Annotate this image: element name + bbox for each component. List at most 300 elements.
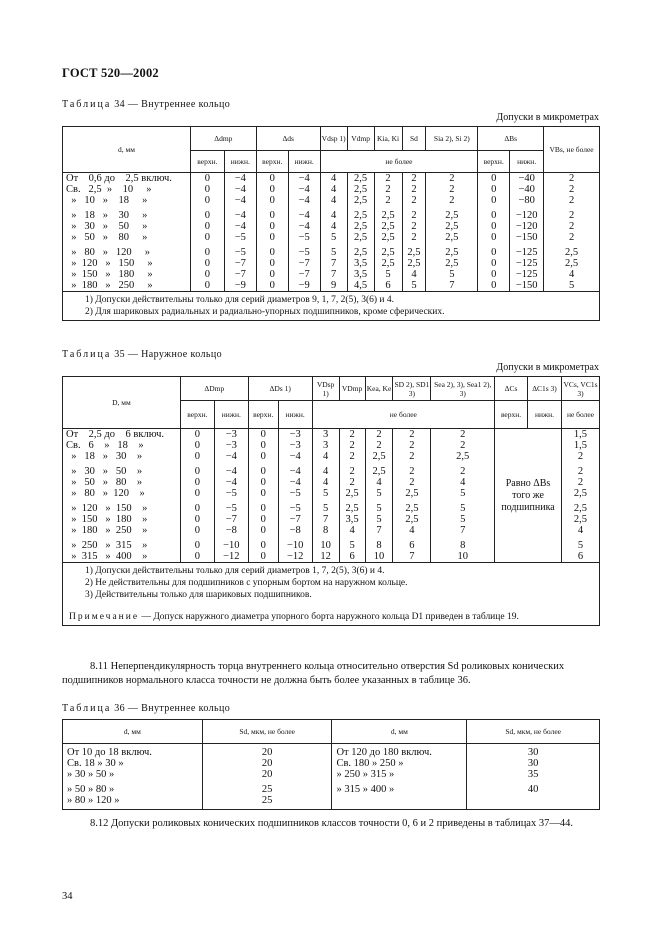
t34-cell-value: 2 (402, 210, 426, 221)
t34-cell-value: 2,5 (426, 258, 478, 269)
t34-cell-range: » 30 » 50 » (63, 221, 191, 232)
t34-head-sia: Sia 2), Si 2) (426, 127, 478, 151)
t35-cell-value: 0 (180, 540, 214, 551)
t34-cell-value: 0 (190, 184, 224, 195)
t34-cell-range: » 80 » 120 » (63, 247, 191, 258)
t35-cell-value: 2,5 (561, 488, 599, 503)
t35-cell-value: 2 (393, 429, 431, 441)
t35-cell-value: 2 (393, 451, 431, 466)
t34-cell-value: 0 (478, 173, 510, 185)
t34-cell-value: −40 (510, 173, 544, 185)
t35-cell-value: 0 (248, 451, 278, 466)
t34-cell-value: 0 (478, 221, 510, 232)
t35-cell-value: 3 (312, 440, 339, 451)
t35-cell-value: 0 (180, 551, 214, 563)
t35-cell-value: 0 (248, 514, 278, 525)
t34-cell-value: 2,5 (402, 258, 426, 269)
t35-head-upper: верхн. (248, 401, 278, 429)
t36-line: 20 (261, 769, 273, 780)
table35-caption-rest: 35 — Наружное кольцо (114, 349, 223, 360)
t35-cell-range: От 2,5 до 6 включ. (63, 429, 181, 441)
table36 (62, 719, 600, 810)
t35-footnote-1: 1) Допуски действительны только для серий диаметров 1, 7, 2(5), 3(6) и 4. (85, 566, 385, 576)
t34-cell-value: 0 (478, 184, 510, 195)
t34-cell-value: 0 (478, 247, 510, 258)
t34-cell-value: 2 (402, 173, 426, 185)
t34-cell-value: −125 (510, 269, 544, 280)
t34-cell-range: От 0,6 до 2,5 включ. (63, 173, 191, 185)
t35-head-vdsp: VDsp 1) (312, 377, 339, 401)
t35-head-not-more-2: не более (561, 401, 599, 429)
t35-cell-value: 2,5 (561, 503, 599, 514)
t34-cell-value: 0 (256, 258, 288, 269)
t35-cell-value: −3 (278, 429, 312, 441)
t36-line: » 50 » 80 » (67, 784, 115, 795)
t34-head-not-more: не более (320, 151, 478, 173)
t34-cell-value: 2,5 (374, 232, 402, 247)
t34-cell-value: 0 (190, 258, 224, 269)
t35-cell-value: 5 (339, 540, 365, 551)
t34-cell-value: 0 (256, 173, 288, 185)
t34-cell-value: 3,5 (347, 269, 374, 280)
t34-cell-value: −5 (288, 232, 320, 247)
t34-cell-value: 2 (402, 232, 426, 247)
t35-cell-value: 1,5 (561, 429, 599, 441)
t35-cell-value: 5 (431, 503, 495, 514)
paragraph-8-12: 8.12 Допуски роликовых конических подшипников классов точности 0, 6 и 2 приведены в таблицах 37—44. (90, 818, 573, 829)
t34-cell-value: 0 (190, 247, 224, 258)
t35-cell-value: −4 (214, 477, 248, 488)
t35-cell-value: 0 (180, 488, 214, 503)
table35-caption-prefix: Таблица (62, 349, 112, 360)
t34-head-lower: нижн. (224, 151, 256, 173)
t35-head-ddmp: ΔDmp (180, 377, 248, 401)
t35-cell-value: −5 (278, 503, 312, 514)
t34-cell-value: 2 (374, 195, 402, 210)
document-title: ГОСТ 520—2002 (62, 66, 159, 80)
t34-cell-range: » 180 » 250 » (63, 280, 191, 292)
t34-cell-value: 0 (190, 269, 224, 280)
t35-cell-value: 5 (365, 488, 393, 503)
t35-cell-value: 2 (339, 440, 365, 451)
t34-cell-value: 2 (374, 173, 402, 185)
t34-row (63, 269, 600, 280)
t34-cell-value: 0 (256, 280, 288, 292)
t34-cell-value: 2 (544, 232, 600, 247)
t35-head-sea: Sea 2), 3), Sea1 2), 3) (431, 377, 495, 401)
t35-cell-value: 2 (339, 477, 365, 488)
t35-cell-value: 1,5 (561, 440, 599, 451)
t34-cell-value: −5 (288, 247, 320, 258)
t34-cell-range: » 50 » 80 » (63, 232, 191, 247)
t34-cell-value: 2,5 (347, 210, 374, 221)
t34-cell-value: −7 (224, 258, 256, 269)
t35-cell-value: 2,5 (339, 488, 365, 503)
t34-cell-value: 4 (320, 195, 347, 210)
t35-cell-value: 7 (431, 525, 495, 540)
t34-cell-value: 2 (544, 184, 600, 195)
t34-cell-value: 2,5 (426, 210, 478, 221)
t35-cell-value: 2 (339, 429, 365, 441)
t34-cell-value: 7 (426, 280, 478, 292)
t35-cell-value: 4 (312, 451, 339, 466)
t35-cell-value: 2 (365, 440, 393, 451)
t36-line: Св. 18 » 30 » (67, 758, 124, 769)
t34-cell-value: −4 (288, 210, 320, 221)
t36-line: От 10 до 18 включ. (67, 747, 152, 758)
t34-row (63, 210, 600, 221)
t35-head-c1s: ΔC1s 3) (528, 377, 562, 401)
t36-right-values (467, 744, 600, 810)
t34-cell-value: 5 (374, 269, 402, 280)
t34-head-kia: Kia, Ki (374, 127, 402, 151)
t35-cell-value: 2,5 (365, 466, 393, 477)
t35-head-D: D, мм (63, 377, 181, 429)
t34-cell-value: 0 (190, 232, 224, 247)
t34-row (63, 173, 600, 185)
t34-cell-value: −120 (510, 210, 544, 221)
t35-cell-value: 10 (365, 551, 393, 563)
t36-head-d-left: d, мм (63, 720, 203, 744)
t34-cell-value: 0 (190, 210, 224, 221)
t34-cell-value: −80 (510, 195, 544, 210)
t35-cell-value: 2 (393, 466, 431, 477)
t34-footnote-2: 2) Для шариковых радиальных и радиально-упорных подшипников, кроме сферических. (85, 307, 445, 317)
t35-cell-value: 10 (312, 540, 339, 551)
t34-cell-value: 2 (544, 173, 600, 185)
t35-cell-value: 3 (312, 429, 339, 441)
t35-cell-value: 0 (248, 503, 278, 514)
t34-cell-value: −4 (224, 210, 256, 221)
t36-head-sd-right: Sd, мкм, не более (467, 720, 600, 744)
t35-cell-value: −4 (214, 466, 248, 477)
t34-cell-value: 0 (256, 269, 288, 280)
t35-cell-value: 2 (339, 466, 365, 477)
t35-cell-value: 2 (393, 440, 431, 451)
t34-row (63, 221, 600, 232)
t35-cell-value: 12 (312, 551, 339, 563)
t34-head-vdmp: Vdmp (347, 127, 374, 151)
t34-cell-value: −125 (510, 247, 544, 258)
t34-cell-value: 4 (320, 184, 347, 195)
t34-head-lower: нижн. (288, 151, 320, 173)
t35-cell-value: 0 (248, 477, 278, 488)
table34 (62, 126, 600, 321)
t35-cell-value: 0 (180, 440, 214, 451)
t34-cell-value: 5 (320, 247, 347, 258)
t34-cell-value: 7 (320, 269, 347, 280)
t34-head-ddmp: Δdmp (190, 127, 256, 151)
t34-cell-value: −125 (510, 258, 544, 269)
t34-cell-value: 2,5 (374, 247, 402, 258)
t34-row (63, 232, 600, 247)
t35-cell-range: » 180 » 250 » (63, 525, 181, 540)
t35-cell-value: −3 (214, 440, 248, 451)
t35-head-upper: верхн. (180, 401, 214, 429)
t34-head-vbs: VBs, не более (544, 127, 600, 173)
t35-cell-value: 4 (339, 525, 365, 540)
table36-caption-rest: 36 — Внутреннее кольцо (114, 703, 231, 714)
table34-units: Допуски в микрометрах (496, 112, 599, 123)
t34-cell-value: 0 (256, 247, 288, 258)
t34-cell-value: −4 (288, 195, 320, 210)
t34-cell-value: −9 (288, 280, 320, 292)
t34-cell-value: −150 (510, 280, 544, 292)
t34-cell-value: 2,5 (347, 195, 374, 210)
t34-row (63, 258, 600, 269)
page-number: 34 (62, 891, 73, 902)
t34-head-dds: Δds (256, 127, 320, 151)
paragraph-8-11: 8.11 Неперпендикулярность торца внутреннего кольца относительно отверстия Sd роликовых конических подшипников нормального класса точности не должна быть более указанных в таблице 36. (62, 661, 565, 686)
t36-line: 35 (527, 769, 539, 780)
t35-cell-value: 2,5 (365, 451, 393, 466)
table35-units: Допуски в микрометрах (496, 362, 599, 373)
t35-cell-value: −12 (214, 551, 248, 563)
t35-cell-value: 0 (180, 466, 214, 477)
t35-cell-value: 2 (561, 466, 599, 477)
t35-cell-value: −4 (278, 466, 312, 477)
t35-cell-value: 4 (393, 525, 431, 540)
t36-line: » 30 » 50 » (67, 769, 115, 780)
t36-line: Св. 180 » 250 » (336, 758, 404, 769)
t34-cell-value: 0 (478, 232, 510, 247)
t35-footnote-3: 3) Действительны только для шариковых подшипников. (85, 590, 312, 600)
t35-cell-value: 5 (431, 514, 495, 525)
t34-cell-value: 4 (320, 221, 347, 232)
t35-cell-range: » 150 » 180 » (63, 514, 181, 525)
t35-footnote-2: 2) Не действительны для подшипников с упорным бортом на наружном кольце. (85, 578, 408, 588)
t34-cell-value: 4 (544, 269, 600, 280)
t34-cell-value: 2,5 (374, 221, 402, 232)
t35-cell-value: 0 (180, 503, 214, 514)
t35-footnotes (63, 563, 600, 626)
t34-cell-value: 2 (426, 195, 478, 210)
table36-caption-prefix: Таблица (62, 703, 112, 714)
t35-cell-value: 2,5 (393, 488, 431, 503)
t36-right-ranges (332, 744, 467, 810)
t34-cell-value: 2 (544, 195, 600, 210)
t34-cell-value: −4 (288, 173, 320, 185)
t35-cell-value: 6 (339, 551, 365, 563)
t35-note-label: Примечание (69, 612, 140, 622)
t36-head-d-right: d, мм (332, 720, 467, 744)
t34-cell-value: 0 (190, 195, 224, 210)
t34-head-d: d, мм (63, 127, 191, 173)
t34-body (63, 173, 600, 292)
t34-cell-value: 2 (426, 184, 478, 195)
t35-head-upper: верхн. (495, 401, 528, 429)
t35-head-lower: нижн. (528, 401, 562, 429)
t34-head-upper: верхн. (478, 151, 510, 173)
t35-cell-value: −4 (278, 477, 312, 488)
t34-head-upper: верхн. (256, 151, 288, 173)
t35-cell-value: −8 (278, 525, 312, 540)
t34-cell-value: −40 (510, 184, 544, 195)
t36-line: » 80 » 120 » (67, 795, 120, 806)
t35-cell-value: 0 (248, 551, 278, 563)
t34-cell-value: 2 (402, 195, 426, 210)
t35-cell-value: 5 (312, 503, 339, 514)
t34-cell-value: −4 (288, 221, 320, 232)
t35-cell-value: 7 (312, 514, 339, 525)
t36-line: 20 (261, 758, 273, 769)
t36-line: » 250 » 315 » (336, 769, 395, 780)
t34-cell-value: −5 (224, 247, 256, 258)
t35-cell-value: 0 (248, 440, 278, 451)
t35-cell-value: 2,5 (431, 451, 495, 466)
t36-line: 40 (527, 784, 539, 795)
t35-cell-value: 4 (312, 477, 339, 488)
t35-row (63, 429, 600, 441)
t34-cell-value: 0 (256, 221, 288, 232)
t35-cell-range: » 80 » 120 » (63, 488, 181, 503)
t35-cell-value: 7 (393, 551, 431, 563)
t34-head-vdsp: Vdsp 1) (320, 127, 347, 151)
t34-cell-value: 2,5 (347, 221, 374, 232)
t34-cell-value: 0 (190, 173, 224, 185)
t34-head-sd: Sd (402, 127, 426, 151)
t34-cell-value: 2,5 (544, 247, 600, 258)
t34-cell-value: 0 (478, 210, 510, 221)
t35-cell-value: 0 (180, 451, 214, 466)
t35-cell-value: −8 (214, 525, 248, 540)
t35-cell-value: −5 (214, 488, 248, 503)
t35-cell-value: −12 (278, 551, 312, 563)
t34-cell-value: 0 (478, 269, 510, 280)
t34-cell-value: 2,5 (544, 258, 600, 269)
t35-cell-value: 2 (431, 466, 495, 477)
t34-cell-value: 2 (544, 210, 600, 221)
t34-cell-value: 0 (478, 258, 510, 269)
t35-head-not-more: не более (312, 401, 494, 429)
t34-cell-range: » 10 » 18 » (63, 195, 191, 210)
t34-cell-value: −4 (224, 195, 256, 210)
t34-cell-value: 0 (256, 195, 288, 210)
table34-caption-prefix: Таблица (62, 99, 112, 110)
t34-cell-value: 0 (256, 210, 288, 221)
t34-cell-value: 7 (320, 258, 347, 269)
t35-cell-value: 0 (248, 540, 278, 551)
t34-cell-value: 4 (320, 173, 347, 185)
t35-cell-value: 0 (180, 525, 214, 540)
t34-footnote-1: 1) Допуски действительны только для серий диаметров 9, 1, 7, 2(5), 3(6) и 4. (85, 295, 394, 305)
t36-left-values (202, 744, 332, 810)
t34-cell-value: 2,5 (374, 258, 402, 269)
t36-line: 25 (261, 795, 273, 806)
t34-cell-value: 2 (544, 221, 600, 232)
t36-line: 30 (527, 747, 539, 758)
t35-cell-value: 2 (431, 429, 495, 441)
t35-cell-range: » 120 » 150 » (63, 503, 181, 514)
t35-head-dds: ΔDs 1) (248, 377, 312, 401)
t34-cell-value: −7 (288, 269, 320, 280)
t34-cell-value: 2,5 (347, 247, 374, 258)
t34-cell-value: 0 (190, 280, 224, 292)
t35-cell-value: −4 (214, 451, 248, 466)
t35-cell-value: −7 (278, 514, 312, 525)
t35-cell-value: −3 (278, 440, 312, 451)
t35-cell-value: 5 (365, 503, 393, 514)
t34-cell-value: −4 (224, 173, 256, 185)
t35-head-lower: нижн. (278, 401, 312, 429)
t34-row (63, 247, 600, 258)
t36-line: От 120 до 180 включ. (336, 747, 432, 758)
t35-cell-value: 2 (339, 451, 365, 466)
t34-cell-range: » 18 » 30 » (63, 210, 191, 221)
t35-cell-value: −7 (214, 514, 248, 525)
t36-line: » 315 » 400 » (336, 784, 395, 795)
t34-cell-value: 2,5 (347, 232, 374, 247)
t34-cell-value: 2,5 (426, 232, 478, 247)
t35-head-lower: нижн. (214, 401, 248, 429)
t34-cell-range: » 120 » 150 » (63, 258, 191, 269)
t35-cell-range: » 250 » 315 » (63, 540, 181, 551)
t36-line: 20 (261, 747, 273, 758)
t35-cell-value: 7 (365, 525, 393, 540)
t34-cell-value: 2 (402, 184, 426, 195)
t35-cell-value: 4 (312, 466, 339, 477)
t34-cell-value: 4,5 (347, 280, 374, 292)
t35-cell-value: 2 (561, 477, 599, 488)
t35-cell-range: » 50 » 80 » (63, 477, 181, 488)
t34-cell-value: 2,5 (347, 184, 374, 195)
t34-cell-value: 4 (320, 210, 347, 221)
table34-caption-rest: 34 — Внутреннее кольцо (114, 99, 231, 110)
t34-cell-range: Св. 2,5 » 10 » (63, 184, 191, 195)
t34-cell-value: 5 (402, 280, 426, 292)
t34-cell-value: −150 (510, 232, 544, 247)
t35-cell-value: −10 (278, 540, 312, 551)
t35-cell-value: 2,5 (393, 503, 431, 514)
t35-note (69, 611, 593, 623)
t35-cell-value: 0 (248, 466, 278, 477)
t35-cell-value: 0 (248, 429, 278, 441)
t35-equal-note: Равно ΔBs того же подшипника (495, 429, 562, 563)
t34-cell-value: 2 (374, 184, 402, 195)
t34-row (63, 184, 600, 195)
t34-cell-value: 2 (402, 221, 426, 232)
t36-line: 30 (527, 758, 539, 769)
t35-cell-value: 4 (561, 525, 599, 540)
t34-row (63, 280, 600, 292)
t34-cell-value: 4 (402, 269, 426, 280)
t35-cell-value: 8 (431, 540, 495, 551)
t35-note-text: — Допуск наружного диаметра упорного борта наружного кольца D1 приведен в таблице 19. (139, 612, 519, 622)
t34-head-bs: ΔBs (478, 127, 544, 151)
t34-footnotes (63, 292, 600, 321)
t35-cell-value: 0 (248, 488, 278, 503)
t34-row (63, 195, 600, 210)
t34-cell-value: 5 (426, 269, 478, 280)
table36-caption (62, 703, 230, 714)
t35-cell-value: 6 (393, 540, 431, 551)
t35-body (63, 429, 600, 563)
t34-cell-value: −4 (224, 184, 256, 195)
t35-cell-value: 8 (312, 525, 339, 540)
t35-cell-value: 2,5 (561, 514, 599, 525)
t35-cell-value: 3,5 (339, 514, 365, 525)
t35-cell-value: −4 (278, 451, 312, 466)
t34-cell-value: −4 (288, 184, 320, 195)
t34-cell-value: 0 (256, 184, 288, 195)
t35-cell-value: 6 (561, 551, 599, 563)
table34-caption (62, 99, 230, 110)
t35-cell-range: Св. 6 » 18 » (63, 440, 181, 451)
t35-cell-value: 8 (365, 540, 393, 551)
t35-cell-value: 2 (393, 477, 431, 488)
t35-cell-value: 5 (561, 540, 599, 551)
t34-cell-value: 2,5 (426, 247, 478, 258)
